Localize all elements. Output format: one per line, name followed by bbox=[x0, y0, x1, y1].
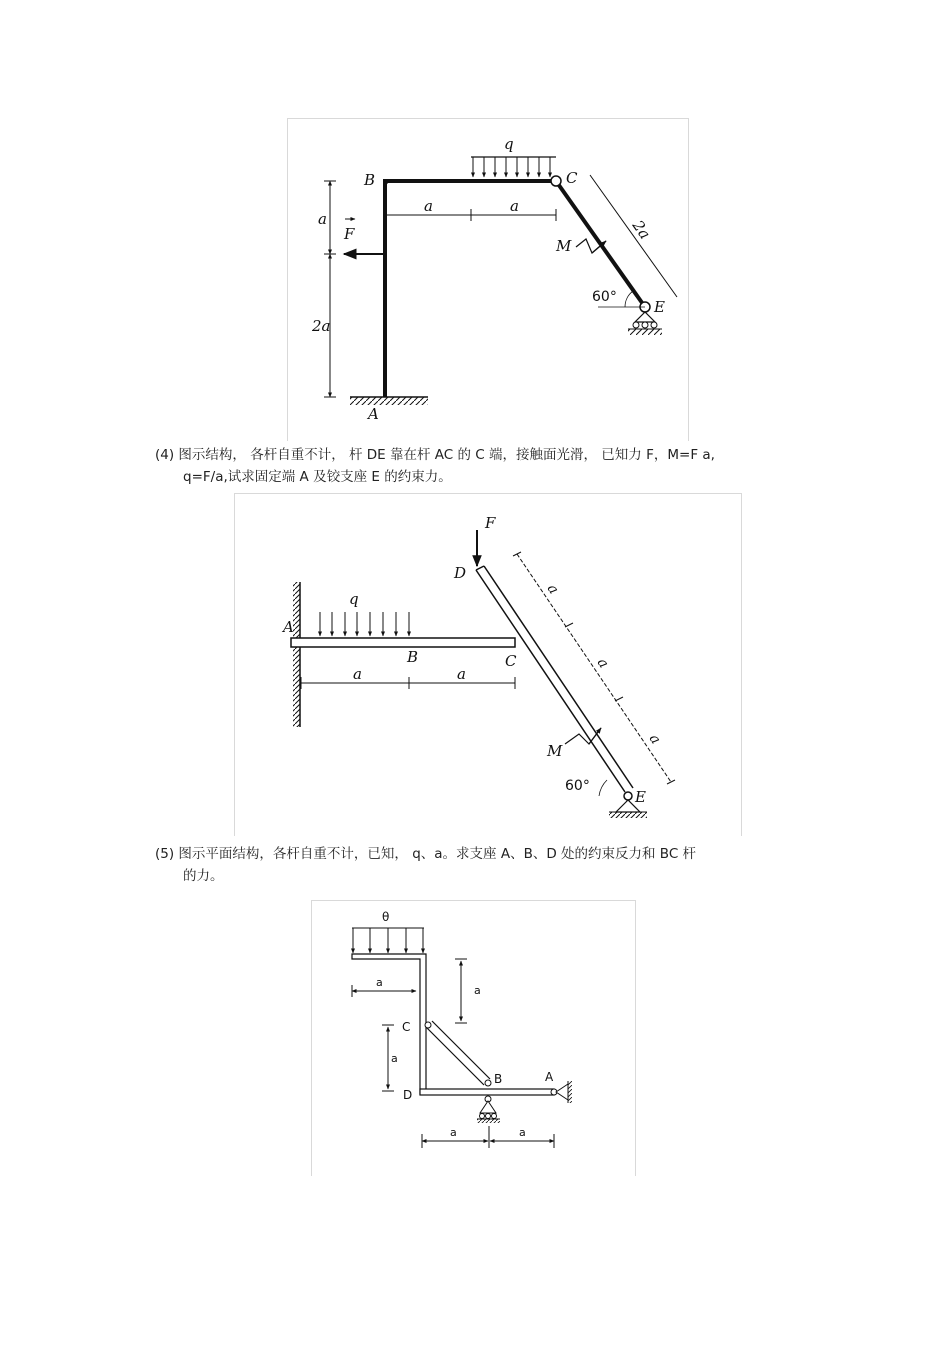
angle-arc bbox=[599, 780, 607, 796]
figure-2-diagram bbox=[235, 494, 741, 836]
label-dim-a2: a bbox=[474, 984, 481, 997]
problem-4-line-2: q=F/a,试求固定端 A 及铰支座 E 的约束力。 bbox=[183, 469, 452, 485]
label-dim-a1: a bbox=[376, 976, 383, 989]
label-B: B bbox=[494, 1072, 503, 1086]
bar-DA bbox=[420, 1089, 554, 1095]
label-C: C bbox=[566, 169, 578, 187]
hinge-C bbox=[551, 176, 561, 186]
dim-incl-line bbox=[590, 175, 677, 297]
label-theta: θ bbox=[382, 910, 390, 924]
wall-A-hatch bbox=[293, 582, 300, 727]
label-dim-a4: a bbox=[593, 655, 612, 672]
figure-2-leaning-bar-structure bbox=[234, 493, 742, 836]
L-frame bbox=[352, 954, 426, 1094]
label-F: F bbox=[344, 225, 355, 243]
figure-1-diagram bbox=[288, 119, 688, 441]
label-dim-a3: a bbox=[543, 581, 562, 598]
beam-AC bbox=[291, 638, 515, 647]
figure-1-frame-structure bbox=[287, 118, 689, 441]
label-A: A bbox=[368, 405, 379, 423]
label-dim-2a-vert: 2a bbox=[312, 317, 331, 335]
label-C: C bbox=[505, 652, 517, 670]
label-dim-a2: a bbox=[457, 665, 466, 683]
hinge-B bbox=[485, 1080, 491, 1086]
label-F: F bbox=[485, 514, 496, 532]
label-B: B bbox=[407, 648, 419, 666]
label-dim-a5: a bbox=[645, 731, 664, 748]
hinge-E bbox=[624, 792, 632, 800]
label-dim-a1: a bbox=[353, 665, 362, 683]
support-A bbox=[556, 1084, 568, 1100]
label-E: E bbox=[635, 788, 646, 806]
bar-BC bbox=[426, 1021, 490, 1085]
label-dim-a2: a bbox=[510, 197, 519, 215]
label-A: A bbox=[283, 618, 294, 636]
ground-hatch-A bbox=[350, 397, 428, 405]
label-dim-a5: a bbox=[519, 1126, 526, 1139]
label-q: q bbox=[504, 135, 514, 153]
support-E-hatch bbox=[609, 812, 647, 818]
problem-5-line-2: 的力。 bbox=[183, 868, 224, 884]
figure-3-diagram bbox=[312, 901, 635, 1176]
support-E bbox=[635, 312, 655, 322]
label-dim-a-vert: a bbox=[318, 210, 327, 228]
label-q: q bbox=[349, 590, 359, 608]
load-arrows bbox=[473, 157, 550, 177]
label-C: C bbox=[402, 1020, 411, 1034]
label-E: E bbox=[654, 298, 665, 316]
label-dim-a4: a bbox=[450, 1126, 457, 1139]
label-M: M bbox=[556, 237, 572, 255]
problem-5-line-1: (5) 图示平面结构，各杆自重不计，已知， q、a。求支座 A、B、D 处的约束反力和 BC 杆 bbox=[155, 846, 697, 862]
label-60deg: 60° bbox=[565, 778, 590, 794]
support-E-hatch bbox=[628, 329, 662, 335]
label-60deg: 60° bbox=[592, 289, 617, 305]
problem-5-text bbox=[155, 843, 815, 887]
support-B bbox=[480, 1101, 496, 1113]
roller-1 bbox=[633, 322, 639, 328]
label-D: D bbox=[454, 564, 467, 582]
label-M: M bbox=[547, 742, 563, 760]
label-A: A bbox=[545, 1070, 554, 1084]
label-B: B bbox=[364, 171, 376, 189]
load-arrows bbox=[353, 928, 423, 953]
label-dim-2a-incl: 2a bbox=[628, 216, 655, 243]
roller-3 bbox=[651, 322, 657, 328]
dim-incl-line bbox=[517, 554, 671, 782]
label-dim-a1: a bbox=[424, 197, 433, 215]
problem-4-text bbox=[155, 444, 815, 488]
load-arrows bbox=[320, 612, 409, 636]
roller-2 bbox=[642, 322, 648, 328]
label-dim-a3: a bbox=[391, 1052, 398, 1065]
problem-4-line-1: (4) 图示结构， 各杆自重不计， 杆 DE 靠在杆 AC 的 C 端，接触面光滑， 已知力 F，M=F a, bbox=[155, 447, 715, 463]
angle-arc bbox=[625, 291, 633, 307]
figure-3-planar-structure bbox=[311, 900, 636, 1176]
hinge-C bbox=[425, 1022, 431, 1028]
label-D: D bbox=[403, 1088, 413, 1102]
